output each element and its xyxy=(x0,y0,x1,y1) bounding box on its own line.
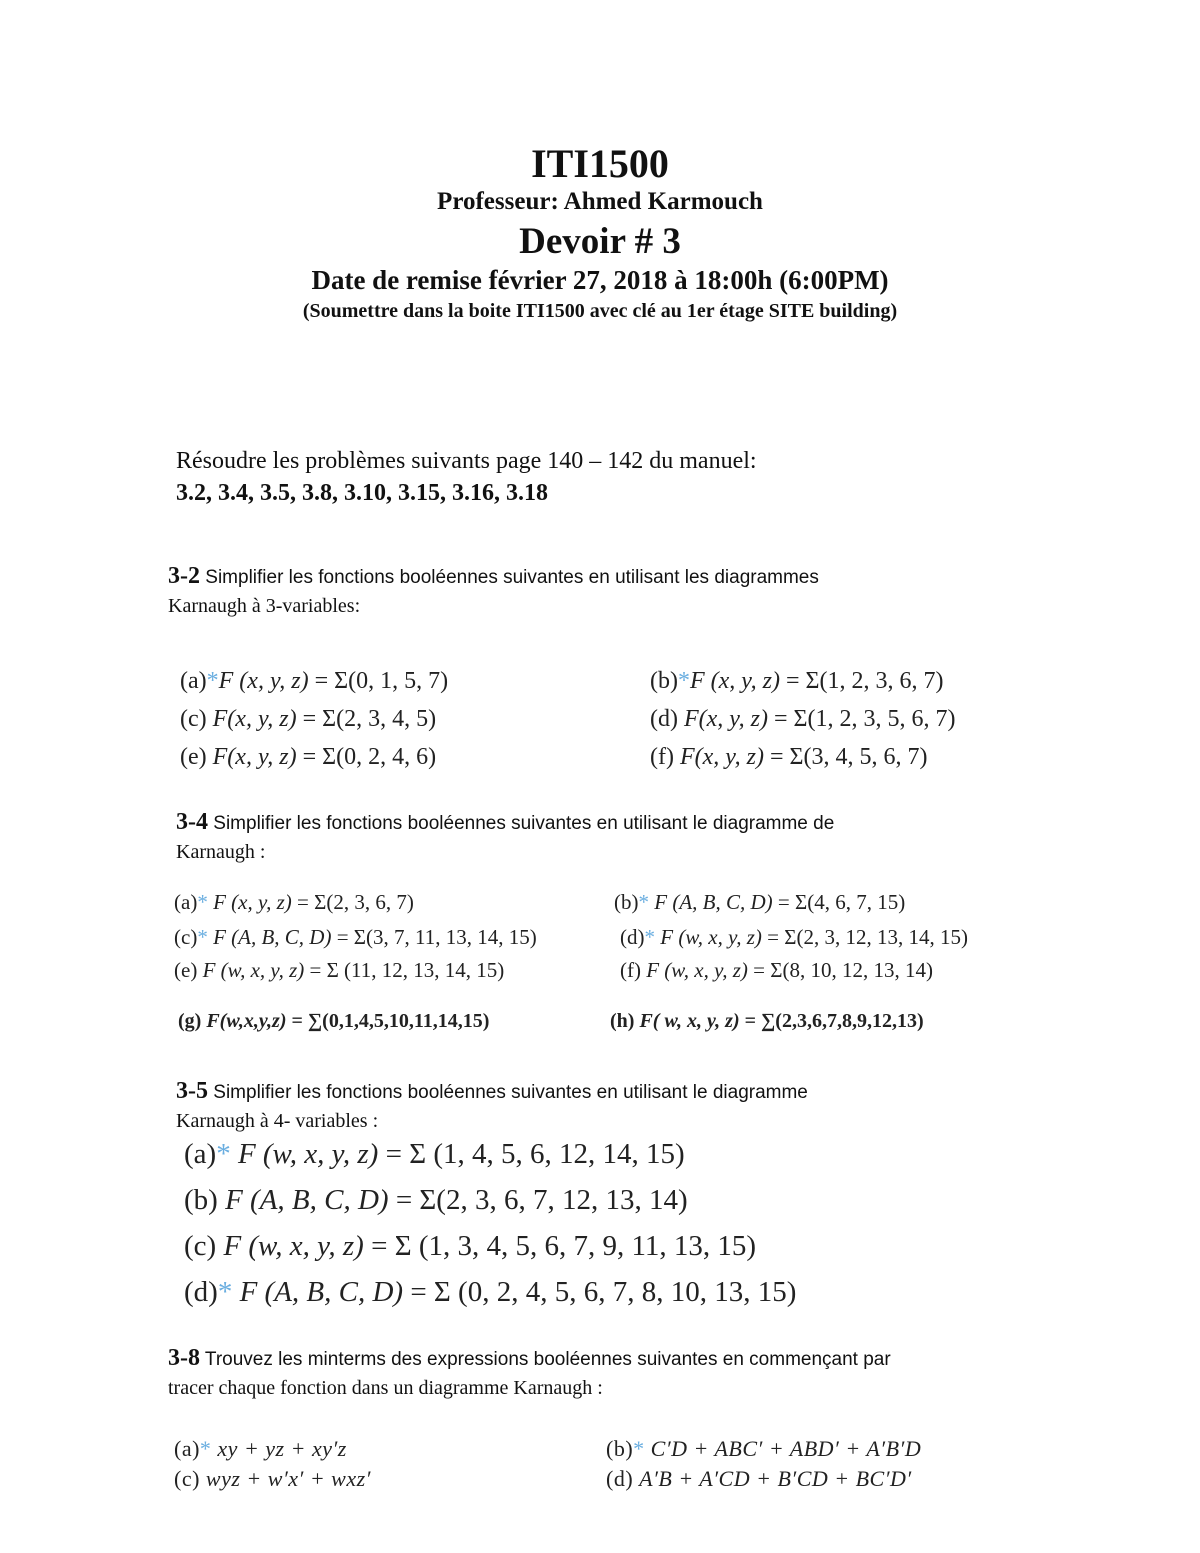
exercise-3-5-heading xyxy=(176,1077,808,1136)
exercise-text-line2: Karnaugh à 4- variables : xyxy=(176,1110,379,1132)
professor-name: Professeur: Ahmed Karmouch xyxy=(437,188,763,215)
submission-note: (Soumettre dans la boite ITI1500 avec clé au 1er étage SITE building) xyxy=(302,300,898,322)
function-item: (a)* xy + yz + xy′z xyxy=(174,1436,347,1461)
exercise-number: 3-4 xyxy=(176,809,208,835)
exercise-text: Simplifier les fonctions booléennes suivantes en utilisant le diagramme xyxy=(208,1082,808,1103)
exercise-number: 3-8 xyxy=(168,1345,200,1371)
function-item: (c) wyz + w′x′ + wxz′ xyxy=(174,1466,371,1491)
function-item: (d)* F (A, B, C, D) = Σ (0, 2, 4, 5, 6, 7, 8, 10, 13, 15) xyxy=(184,1276,797,1308)
function-item: (d) F(x, y, z) = Σ(1, 2, 3, 5, 6, 7) xyxy=(650,706,956,732)
exercise-text: Simplifier les fonctions booléennes suivantes en utilisant les diagrammes xyxy=(200,567,819,588)
function-item: (e) F (w, x, y, z) = Σ (11, 12, 13, 14, 15) xyxy=(174,958,505,982)
function-item: (b) F (A, B, C, D) = Σ(2, 3, 6, 7, 12, 13, 14) xyxy=(184,1184,688,1216)
function-item: (f) F(x, y, z) = Σ(3, 4, 5, 6, 7) xyxy=(650,744,928,770)
course-title: ITI1500 xyxy=(531,141,669,186)
due-date: Date de remise février 27, 2018 à 18:00h (6:00PM) xyxy=(311,265,889,295)
function-item: (b)*F (x, y, z) = Σ(1, 2, 3, 6, 7) xyxy=(650,668,944,694)
function-item: (a)* F (x, y, z) = Σ(2, 3, 6, 7) xyxy=(174,890,414,914)
problem-list: 3.2, 3.4, 3.5, 3.8, 3.10, 3.15, 3.16, 3.18 xyxy=(176,480,548,506)
exercise-text-line2: Karnaugh : xyxy=(176,841,266,863)
function-item: (f) F (w, x, y, z) = Σ(8, 10, 12, 13, 14) xyxy=(620,958,933,982)
function-item: (c)* F (A, B, C, D) = Σ(3, 7, 11, 13, 14, 15) xyxy=(174,925,537,949)
exercise-text-line2: tracer chaque fonction dans un diagramme Karnaugh : xyxy=(168,1377,603,1399)
exercise-number: 3-5 xyxy=(176,1078,208,1104)
exercise-3-2-heading xyxy=(168,562,819,621)
function-item: (a)* F (w, x, y, z) = Σ (1, 4, 5, 6, 12, 14, 15) xyxy=(184,1138,685,1170)
exercise-text-line2: Karnaugh à 3-variables: xyxy=(168,595,361,617)
function-item: (a)*F (x, y, z) = Σ(0, 1, 5, 7) xyxy=(180,668,449,694)
exercise-3-8-heading xyxy=(168,1344,891,1403)
exercise-text: Simplifier les fonctions booléennes suivantes en utilisant le diagramme de xyxy=(208,813,835,834)
intro-text: Résoudre les problèmes suivants page 140 – 142 du manuel: xyxy=(176,448,757,474)
function-item: (d)* F (w, x, y, z) = Σ(2, 3, 12, 13, 14, 15) xyxy=(620,925,968,949)
exercise-text: Trouvez les minterms des expressions booléennes suivantes en commençant par xyxy=(200,1349,891,1370)
function-item: (c) F(x, y, z) = Σ(2, 3, 4, 5) xyxy=(180,706,437,732)
exercise-number: 3-2 xyxy=(168,563,200,589)
function-item: (h) F( w, x, y, z) = ∑(2,3,6,7,8,9,12,13) xyxy=(610,1010,924,1032)
assignment-title: Devoir # 3 xyxy=(519,221,681,262)
function-item: (b)* C′D + ABC′ + ABD′ + A′B′D xyxy=(606,1436,922,1461)
function-item: (e) F(x, y, z) = Σ(0, 2, 4, 6) xyxy=(180,744,437,770)
function-item: (d) A′B + A′CD + B′CD + BC′D′ xyxy=(606,1466,912,1491)
function-item: (b)* F (A, B, C, D) = Σ(4, 6, 7, 15) xyxy=(614,890,906,914)
function-item: (c) F (w, x, y, z) = Σ (1, 3, 4, 5, 6, 7, 9, 11, 13, 15) xyxy=(184,1230,757,1262)
function-item: (g) F(w,x,y,z) = ∑(0,1,4,5,10,11,14,15) xyxy=(178,1010,490,1032)
exercise-3-4-heading xyxy=(176,808,834,867)
